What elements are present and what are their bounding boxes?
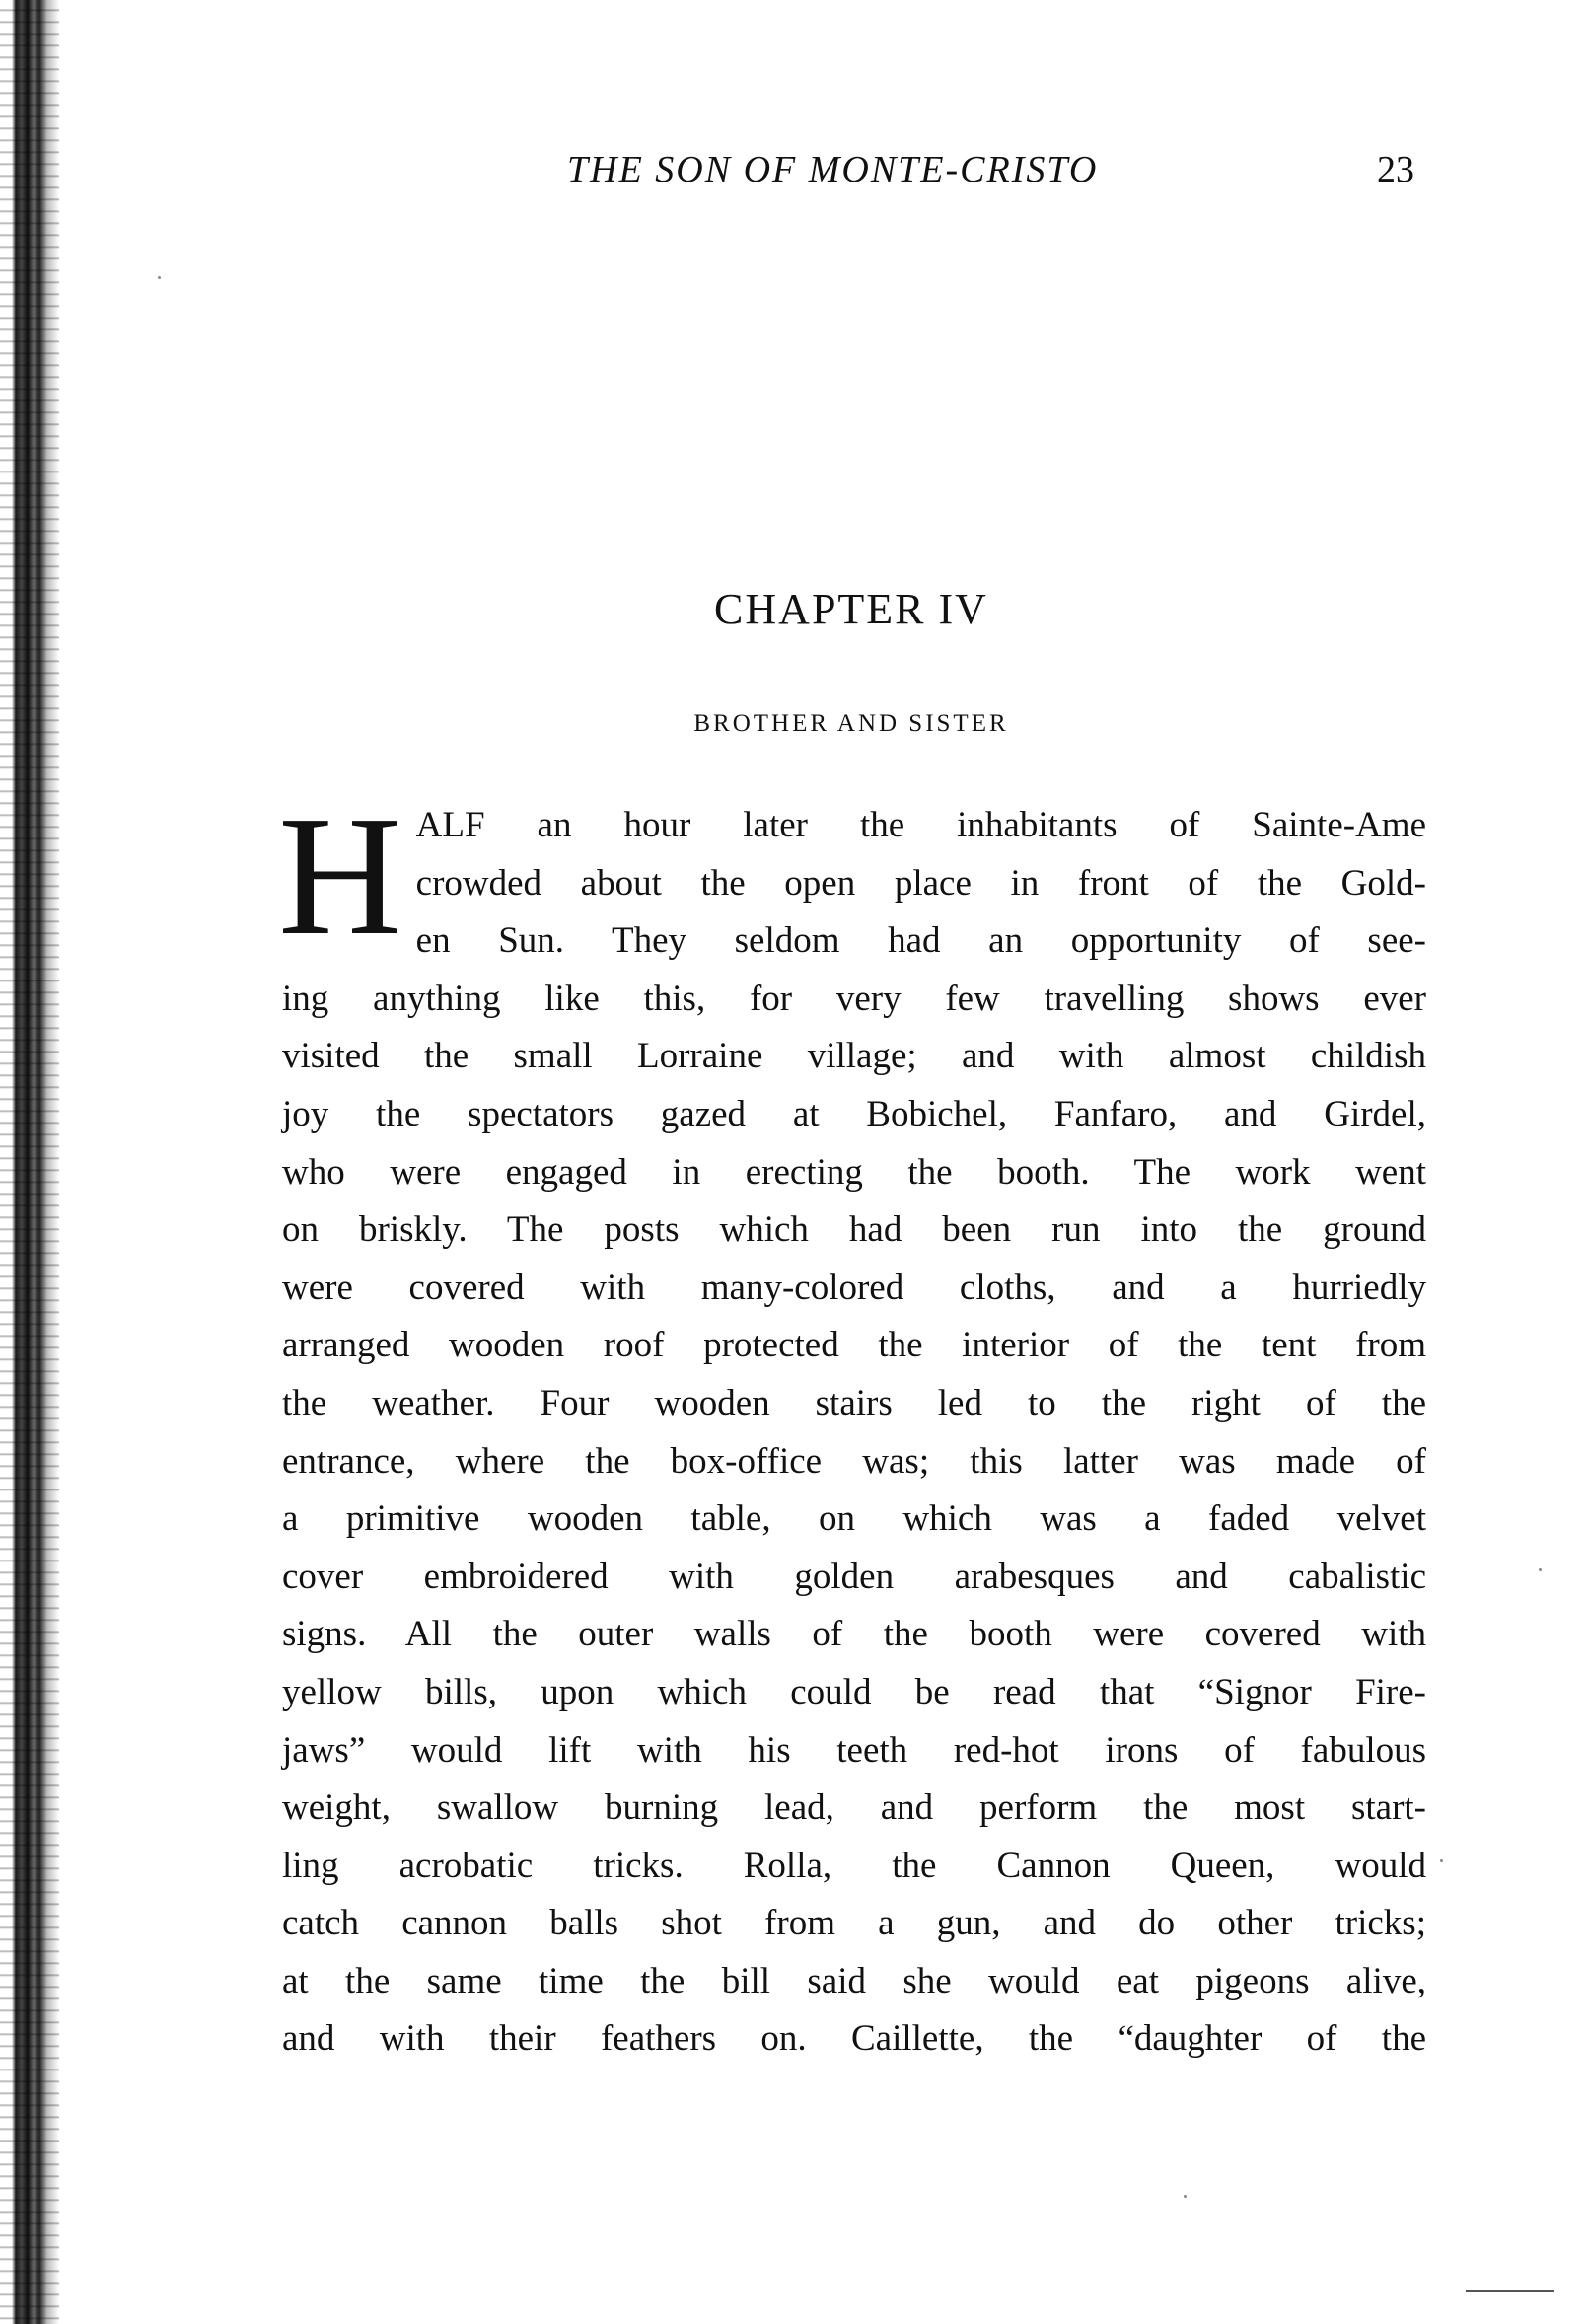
text-line: ling acrobatic tricks. Rolla, the Cannon Queen, would xyxy=(282,1845,1426,1886)
paper-speck xyxy=(1440,1859,1443,1862)
text-line: en Sun. They seldom had an opportunity of see- xyxy=(415,920,1426,962)
paper-speck xyxy=(158,276,161,279)
running-title: THE SON OF MONTE-CRISTO xyxy=(567,149,1099,190)
text-line: catch cannon balls shot from a gun, and do other tricks; xyxy=(282,1903,1426,1944)
text-line: arranged wooden roof protected the interior of the tent from xyxy=(282,1325,1426,1366)
text-line: visited the small Lorraine village; and with almost childish xyxy=(282,1036,1426,1077)
text-line: and with their feathers on. Caillette, the “daughter of the xyxy=(282,2018,1426,2060)
footer-rule xyxy=(1466,2290,1554,2292)
paragraph xyxy=(282,797,1426,2069)
text-line: signs. All the outer walls of the booth were covered with xyxy=(282,1614,1426,1655)
text-line: at the same time the bill said she would eat pigeons alive, xyxy=(282,1960,1426,2001)
text-line: were covered with many-colored cloths, and a hurriedly xyxy=(282,1267,1426,1308)
text-line: the weather. Four wooden stairs led to the right of the xyxy=(282,1382,1426,1423)
text-line: ing anything like this, for very few travelling shows ever xyxy=(282,978,1426,1019)
chapter-subtitle: BROTHER AND SISTER xyxy=(693,710,1009,737)
text-line: crowded about the open place in front of the Gold- xyxy=(415,862,1426,904)
text-line: a primitive wooden table, on which was a faded velvet xyxy=(282,1498,1426,1540)
running-head xyxy=(0,148,1588,207)
page-number: 23 xyxy=(1377,149,1414,190)
text-line: jaws” would lift with his teeth red-hot irons of fabulous xyxy=(282,1729,1426,1771)
body-text xyxy=(278,780,1426,2069)
text-line: weight, swallow burning lead, and perform the most start- xyxy=(282,1787,1426,1829)
text-line: joy the spectators gazed at Bobichel, Fanfaro, and Girdel, xyxy=(282,1093,1426,1134)
chapter-heading: CHAPTER IV xyxy=(714,585,988,633)
drop-cap: H xyxy=(278,780,402,971)
paper-speck xyxy=(1539,1568,1542,1571)
text-line: who were engaged in erecting the booth. The work went xyxy=(282,1151,1426,1193)
text-line: ALF an hour later the inhabitants of Sainte-Ame xyxy=(415,805,1426,845)
book-binding-edge xyxy=(0,0,59,2324)
paper-speck xyxy=(1184,2195,1187,2198)
text-line: yellow bills, upon which could be read that “Signor Fire- xyxy=(282,1671,1426,1712)
text-line: cover embroidered with golden arabesques and cabalistic xyxy=(282,1556,1426,1597)
text-line: on briskly. The posts which had been run into the ground xyxy=(282,1209,1426,1251)
text-line: entrance, where the box-office was; this latter was made of xyxy=(282,1440,1426,1482)
